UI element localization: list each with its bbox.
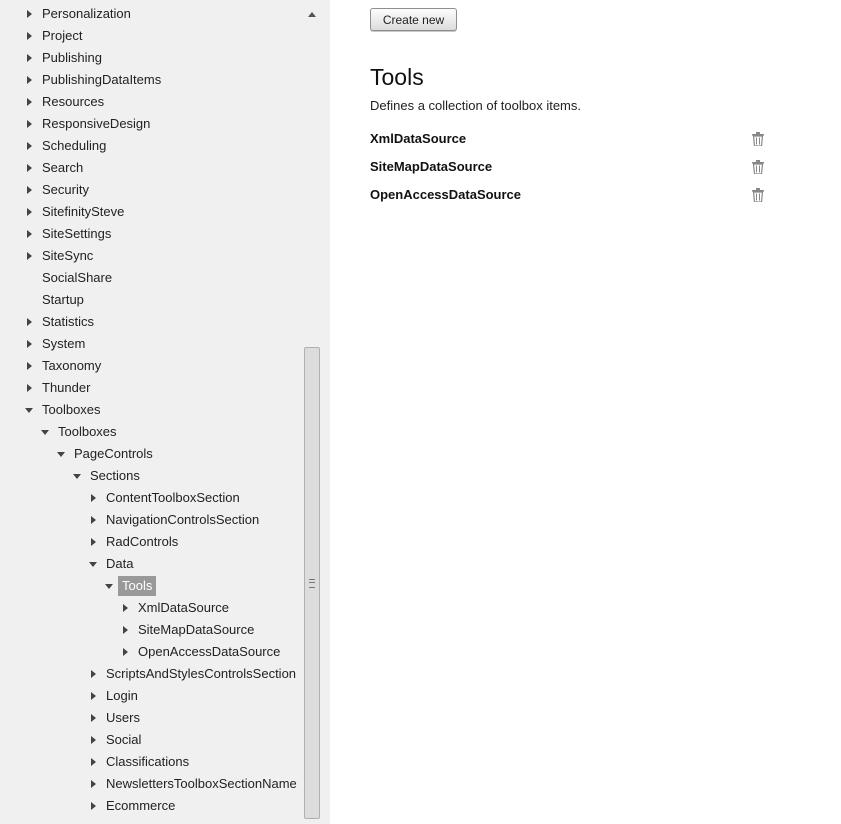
tree-node[interactable] — [0, 113, 304, 135]
tree-node-label[interactable]: Users — [106, 710, 140, 725]
tree-node-label[interactable]: ContentToolboxSection — [106, 490, 240, 505]
tree-node[interactable] — [0, 509, 304, 531]
tree-node-label[interactable]: Resources — [42, 94, 105, 109]
caret-down-icon[interactable] — [24, 399, 36, 421]
tree-node-label[interactable]: Taxonomy — [42, 358, 102, 373]
caret-right-icon[interactable] — [24, 135, 36, 157]
tree-node-label[interactable]: RadControls — [106, 534, 179, 549]
caret-down-icon[interactable] — [104, 575, 116, 597]
tree-node[interactable] — [0, 399, 304, 421]
caret-right-icon[interactable] — [24, 3, 36, 25]
caret-right-icon[interactable] — [24, 245, 36, 267]
caret-right-icon[interactable] — [24, 47, 36, 69]
caret-right-icon[interactable] — [88, 773, 100, 795]
page-description: Defines a collection of toolbox items. — [370, 98, 581, 113]
list-item[interactable] — [370, 156, 764, 178]
tree-node-label[interactable]: Startup — [42, 292, 84, 307]
caret-right-icon[interactable] — [24, 157, 36, 179]
tree-node[interactable] — [0, 443, 304, 465]
tree-node[interactable] — [0, 597, 304, 619]
caret-right-icon[interactable] — [24, 201, 36, 223]
tree-node-label[interactable]: Social — [106, 732, 142, 747]
list-item[interactable] — [370, 184, 764, 206]
tree-node[interactable] — [0, 267, 304, 289]
tree-node[interactable] — [0, 707, 304, 729]
tree-node-label[interactable]: SitefinitySteve — [42, 204, 125, 219]
caret-down-icon[interactable] — [72, 465, 84, 487]
trash-icon[interactable] — [752, 188, 764, 202]
caret-right-icon[interactable] — [88, 531, 100, 553]
tree-node[interactable] — [0, 685, 304, 707]
tree-node-label[interactable]: Publishing — [42, 50, 102, 65]
caret-right-icon[interactable] — [24, 311, 36, 333]
tree-node[interactable] — [0, 641, 304, 663]
tree-node[interactable] — [0, 619, 304, 641]
tree-node-label[interactable]: Login — [106, 688, 138, 703]
list-item[interactable] — [370, 128, 764, 150]
tree-node-label[interactable]: Personalization — [42, 6, 131, 21]
scrollbar-thumb[interactable] — [304, 347, 320, 819]
configuration-tree — [0, 3, 304, 817]
caret-right-icon[interactable] — [24, 355, 36, 377]
tree-node[interactable] — [0, 377, 304, 399]
caret-down-icon[interactable] — [40, 421, 52, 443]
tree-node[interactable] — [0, 157, 304, 179]
caret-right-icon[interactable] — [120, 641, 132, 663]
caret-right-icon[interactable] — [120, 619, 132, 641]
tree-node[interactable] — [0, 289, 304, 311]
sidebar-scrollbar[interactable] — [304, 0, 320, 824]
tree-node[interactable] — [0, 311, 304, 333]
tree-node[interactable] — [0, 487, 304, 509]
caret-right-icon[interactable] — [24, 91, 36, 113]
caret-right-icon[interactable] — [120, 597, 132, 619]
tree-node-label[interactable]: SiteSettings — [42, 226, 112, 241]
caret-right-icon[interactable] — [24, 113, 36, 135]
tree-node-label[interactable]: SiteMapDataSource — [138, 622, 255, 637]
trash-icon[interactable] — [752, 132, 764, 146]
tree-node-label[interactable]: Search — [42, 160, 84, 175]
tree-node[interactable] — [0, 773, 304, 795]
page-title: Tools — [370, 64, 424, 90]
tree-node[interactable] — [0, 3, 304, 25]
tree-node[interactable] — [0, 421, 304, 443]
caret-down-icon[interactable] — [88, 553, 100, 575]
tree-node-label[interactable]: Thunder — [42, 380, 91, 395]
tree-node[interactable] — [0, 553, 304, 575]
caret-right-icon[interactable] — [24, 333, 36, 355]
tree-node[interactable] — [0, 531, 304, 553]
caret-down-icon[interactable] — [56, 443, 68, 465]
tree-node-label[interactable]: Toolboxes — [42, 402, 101, 417]
tree-node[interactable] — [0, 333, 304, 355]
tree-node-label[interactable]: XmlDataSource — [138, 600, 230, 615]
caret-right-icon[interactable] — [88, 707, 100, 729]
tree-node[interactable] — [0, 25, 304, 47]
caret-right-icon[interactable] — [88, 685, 100, 707]
tree-node[interactable] — [0, 245, 304, 267]
grip-icon — [309, 579, 315, 588]
scroll-up-arrow-icon[interactable] — [308, 12, 316, 17]
tree-node-label[interactable]: Project — [42, 28, 83, 43]
item-name[interactable]: OpenAccessDataSource — [370, 187, 522, 202]
tree-node[interactable] — [0, 69, 304, 91]
tree-node-label[interactable]: SocialShare — [42, 270, 113, 285]
trash-icon[interactable] — [752, 160, 764, 174]
tree-node-label[interactable]: OpenAccessDataSource — [138, 644, 281, 659]
tree-node[interactable] — [0, 663, 304, 685]
caret-right-icon[interactable] — [24, 25, 36, 47]
tree-node-label[interactable]: Ecommerce — [106, 798, 176, 813]
caret-right-icon[interactable] — [88, 729, 100, 751]
tree-node-label[interactable]: Toolboxes — [58, 424, 117, 439]
caret-right-icon[interactable] — [24, 179, 36, 201]
tree-node-label[interactable]: Statistics — [42, 314, 95, 329]
item-name[interactable]: SiteMapDataSource — [370, 159, 493, 174]
caret-right-icon[interactable] — [88, 795, 100, 817]
caret-right-icon[interactable] — [88, 487, 100, 509]
caret-right-icon[interactable] — [24, 377, 36, 399]
tree-node[interactable] — [0, 729, 304, 751]
main-content — [330, 0, 841, 824]
caret-right-icon[interactable] — [24, 69, 36, 91]
tree-node[interactable] — [0, 91, 304, 113]
create-new-button[interactable]: Create new — [370, 8, 457, 31]
tree-node-label[interactable]: PageControls — [74, 446, 153, 461]
tree-node[interactable] — [0, 355, 304, 377]
tree-node[interactable] — [0, 795, 304, 817]
caret-right-icon[interactable] — [88, 509, 100, 531]
tree-node[interactable] — [0, 223, 304, 245]
tree-node[interactable] — [0, 465, 304, 487]
tree-node[interactable] — [0, 751, 304, 773]
tree-node-label[interactable]: NewslettersToolboxSectionName — [106, 776, 297, 791]
tree-node-label[interactable]: SiteSync — [42, 248, 94, 263]
item-name[interactable]: XmlDataSource — [370, 131, 467, 146]
tree-node-label[interactable]: Classifications — [106, 754, 190, 769]
configuration-tree-panel — [0, 0, 330, 824]
tree-node[interactable] — [0, 575, 304, 597]
tree-node-label[interactable]: NavigationControlsSection — [106, 512, 260, 527]
caret-right-icon[interactable] — [88, 751, 100, 773]
caret-right-icon[interactable] — [24, 223, 36, 245]
tree-node-label[interactable]: System — [42, 336, 86, 351]
tree-node-label[interactable]: Scheduling — [42, 138, 107, 153]
tree-node[interactable] — [0, 47, 304, 69]
tree-node-label[interactable]: Sections — [90, 468, 140, 483]
tree-node-label[interactable]: ResponsiveDesign — [42, 116, 151, 131]
caret-right-icon[interactable] — [88, 663, 100, 685]
tree-node[interactable] — [0, 135, 304, 157]
tree-node-label[interactable]: PublishingDataItems — [42, 72, 162, 87]
tree-node-label[interactable]: Tools — [118, 576, 156, 596]
tree-node[interactable] — [0, 201, 304, 223]
tree-node-label[interactable]: Security — [42, 182, 89, 197]
tree-node-label[interactable]: Data — [106, 556, 134, 571]
tree-node[interactable] — [0, 179, 304, 201]
tree-node-label[interactable]: ScriptsAndStylesControlsSection — [106, 666, 297, 681]
